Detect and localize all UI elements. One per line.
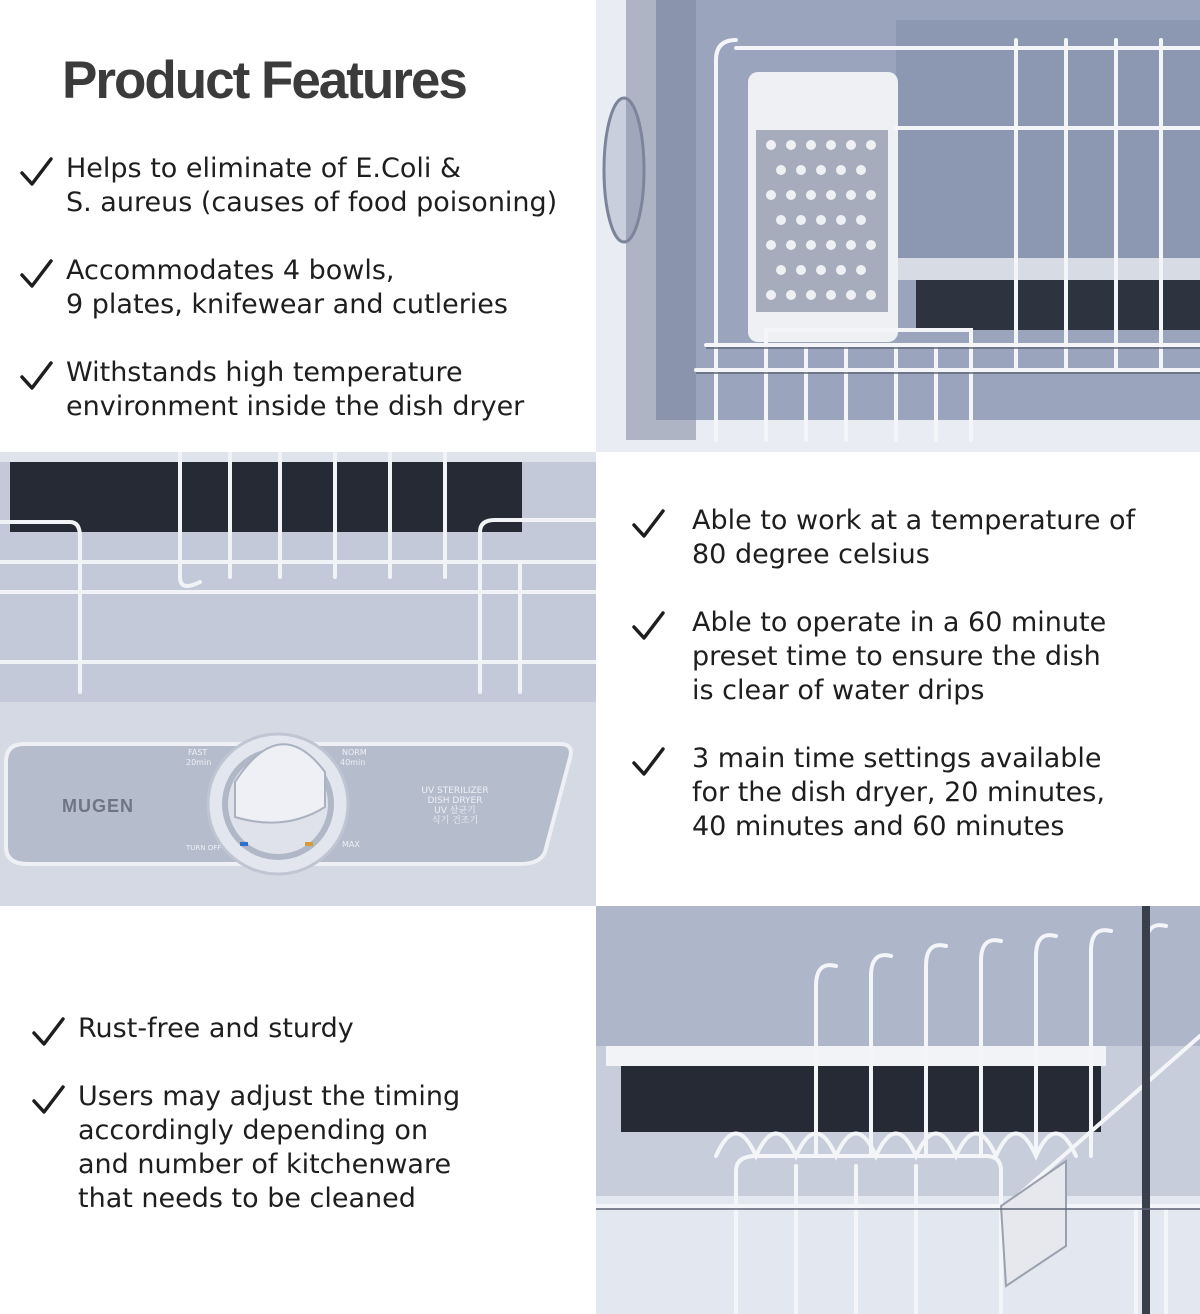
uv-label-line: 식기 건조기 [431,816,479,826]
features-panel-bottom [0,906,596,1314]
page-title: Product Features [62,51,466,110]
knob-label-fast: FAST [188,748,208,757]
checkmark-icon [18,154,54,190]
control-panel-illustration [0,452,596,906]
feature-item [630,504,1135,572]
feature-item [30,1080,460,1216]
uv-label-line: UV STERILIZER [421,786,489,796]
photo-control-knob [0,452,596,906]
brand-logo-mugen: MUGEN [62,796,134,816]
feature-item [18,356,524,424]
checkmark-icon [30,1082,66,1118]
feature-text: Able to operate in a 60 minute preset time to ensure the dish is clear of water drips [692,607,1107,706]
checkmark-icon [18,256,54,292]
checkmark-icon [18,358,54,394]
uv-label-line: DISH DRYER [427,796,483,806]
checkmark-icon [630,506,666,542]
knob-label-max: MAX [342,840,360,849]
feature-item [630,742,1105,844]
feature-item [18,254,508,322]
checkmark-icon [630,608,666,644]
feature-text: Users may adjust the timing accordingly depending on and number of kitchenware that needs to be cleaned [78,1081,461,1214]
dryer-interior-illustration [596,0,1200,452]
checkmark-icon [630,744,666,780]
feature-text: Withstands high temperature environment inside the dish dryer [66,357,525,422]
feature-text: 3 main time settings available for the dish dryer, 20 minutes, 40 minutes and 60 minutes [692,743,1105,842]
uv-sterilizer-label [410,786,500,826]
feature-text: Rust-free and sturdy [78,1013,354,1044]
knob-label-turn-off: TURN OFF [186,844,222,852]
photo-wire-rack [596,906,1200,1314]
features-panel-top [0,0,596,452]
photo-dryer-interior [596,0,1200,452]
feature-item [630,606,1106,708]
wire-rack-illustration [596,906,1200,1314]
knob-label-norm: NORM [342,748,367,757]
feature-text: Accommodates 4 bowls, 9 plates, knifewear and cutleries [66,255,508,320]
feature-text: Able to work at a temperature of 80 degree celsius [692,505,1136,570]
knob-label-fast-time: 20min [186,758,212,767]
feature-item [30,1012,354,1050]
checkmark-icon [30,1014,66,1050]
feature-text: Helps to eliminate of E.Coli & S. aureus (causes of food poisoning) [66,153,558,218]
uv-label-line: UV 살균기 [434,806,476,816]
features-panel-middle [596,452,1200,906]
knob-label-norm-time: 40min [340,758,366,767]
feature-item [18,152,557,220]
